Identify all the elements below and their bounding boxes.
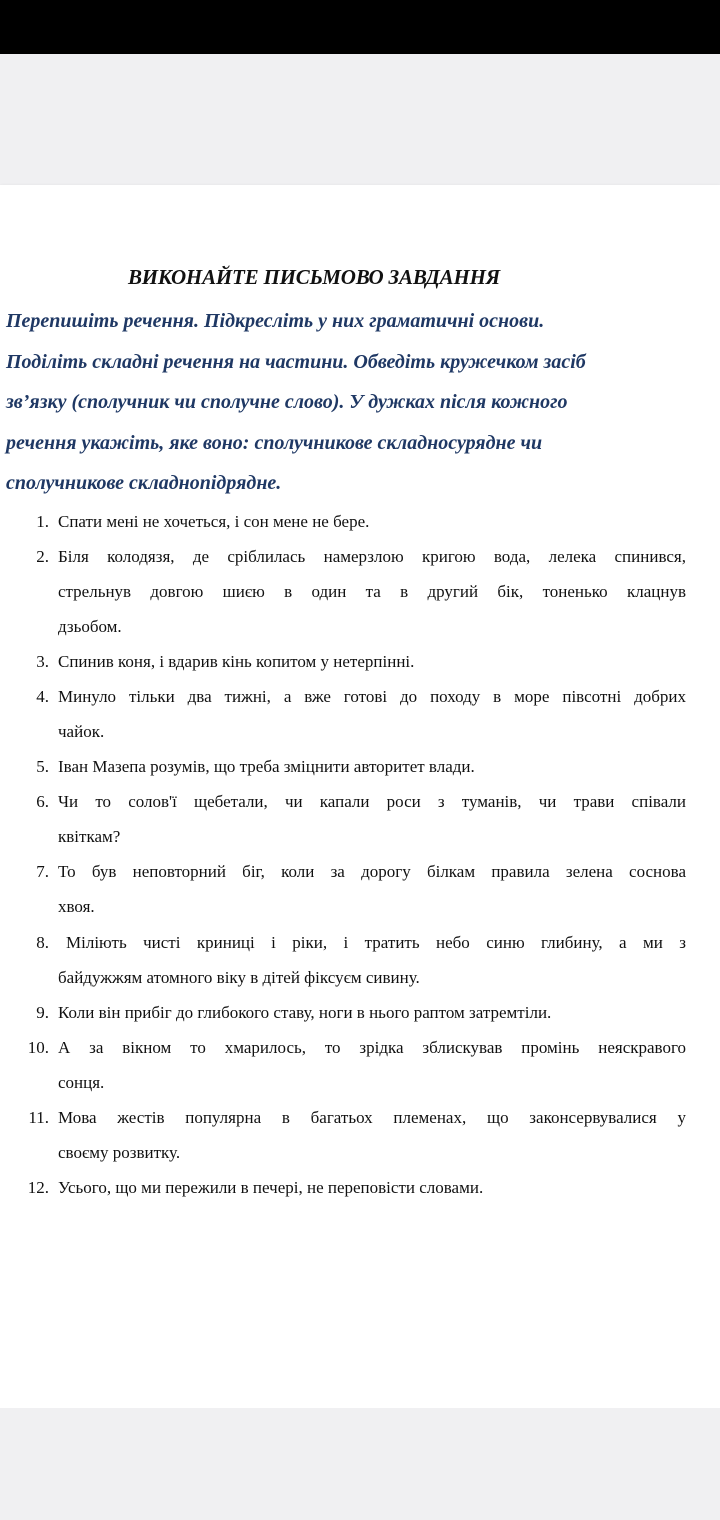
item-number: 12. — [27, 1178, 49, 1197]
item-number: 10. — [27, 1038, 49, 1057]
item-number: 6. — [36, 792, 49, 811]
item-text: байдужжям атомного віку в дітей фіксуєм сивину. — [58, 968, 420, 987]
item-text: Коли він прибіг до глибокого ставу, ноги в нього раптом затремтіли. — [58, 1003, 552, 1022]
item-text: стрельнув довгою шиєю в один та в другий бік, тоненько клацнув — [58, 582, 686, 601]
item-number: 2. — [36, 547, 49, 566]
item-text: квіткам? — [58, 827, 121, 846]
status-bar — [0, 0, 720, 54]
viewer-background — [0, 1408, 720, 1520]
item-text: А за вікном то хмарилось, то зрідка зблискував промінь неяскравого — [58, 1038, 686, 1057]
item-text: Спати мені не хочеться, і сон мене не бере. — [58, 512, 370, 531]
item-text: дзьобом. — [58, 617, 122, 636]
item-text: Мова жестів популярна в багатьох племенах, що законсервувалися у — [58, 1108, 686, 1127]
item-number: 1. — [36, 512, 49, 531]
item-number: 4. — [36, 687, 49, 706]
item-text: своєму розвитку. — [58, 1143, 181, 1162]
instruction-line: Поділіть складні речення на частини. Обведіть кружечком засіб — [6, 350, 586, 373]
item-number: 8. — [36, 933, 49, 952]
instruction-line: Перепишіть речення. Підкресліть у них граматичні основи. — [6, 310, 545, 332]
item-number: 7. — [36, 862, 49, 881]
item-text: сонця. — [58, 1073, 105, 1092]
item-text: Чи то солов'ї щебетали, чи капали роси з туманів, чи трави співали — [58, 792, 686, 811]
item-number: 9. — [36, 1003, 49, 1022]
item-text: Спинив коня, і вдарив кінь копитом у нетерпінні. — [58, 652, 415, 671]
item-number: 5. — [36, 757, 49, 776]
item-text: Усього, що ми пережили в печері, не переповісти словами. — [58, 1178, 484, 1197]
item-text: чайок. — [58, 722, 105, 741]
page-title: ВИКОНАЙТЕ ПИСЬМОВО ЗАВДАННЯ — [127, 265, 501, 289]
item-text: Біля колодязя, де сріблилась намерзлою кригою вода, лелека спинився, — [58, 547, 686, 566]
item-number: 11. — [28, 1108, 49, 1127]
item-text: То був неповторний біг, коли за дорогу білкам правила зелена соснова — [58, 862, 686, 881]
item-text: Минуло тільки два тижні, а вже готові до походу в море півсотні добрих — [58, 687, 686, 706]
instruction-text — [6, 301, 710, 504]
instruction-line: речення укажіть, яке воно: сполучникове складносурядне чи — [6, 431, 543, 454]
item-number: 3. — [36, 652, 49, 671]
item-text: Іван Мазепа розумів, що треба зміцнити авторитет влади. — [58, 757, 475, 776]
instruction-line: зв’язку (сполучник чи сполучне слово). У дужках після кожного — [6, 391, 568, 413]
instruction-line: сполучникове складнопідрядне. — [6, 472, 282, 494]
item-text: Міліють чисті криниці і ріки, і тратить небо синю глибину, а ми з — [66, 933, 686, 952]
item-text: хвоя. — [58, 897, 95, 916]
